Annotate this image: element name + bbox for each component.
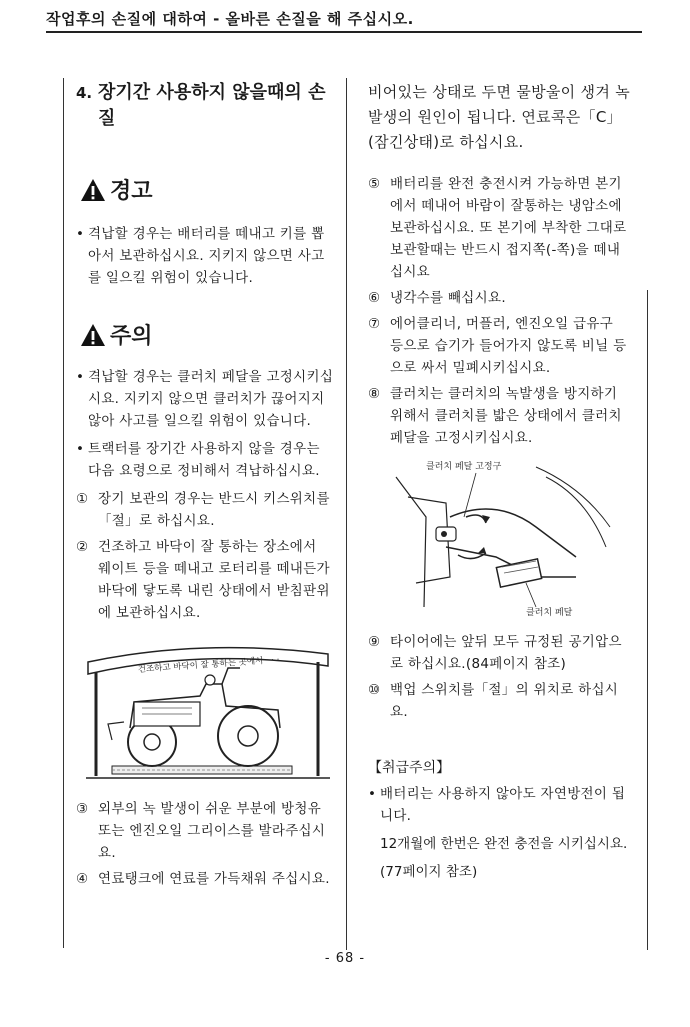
clutch-pedal-figure [386, 457, 630, 621]
page-header-title: 작업후의 손질에 대하여 - 올바른 손질을 해 주십시오. [46, 10, 414, 28]
item-number: ⑥ [368, 290, 381, 306]
list-item [368, 679, 630, 723]
left-margin-rule [63, 78, 64, 948]
list-item [76, 798, 334, 864]
item-number: ② [76, 539, 89, 555]
handling-caution-line-3: (77페이지 참조) [380, 864, 478, 880]
item-number: ⑨ [368, 634, 381, 650]
tractor-shed-illustration [82, 632, 334, 784]
caution-label: 주의 [110, 324, 153, 349]
section-number: 4. [76, 84, 93, 102]
list-item [76, 536, 334, 624]
caution-bullet-1: • 격납할 경우는 클러치 페달을 고정시키십시요. 지키지 않으면 클러치가 끊어지지 않아 사고를 일으킬 위험이 있습니다. [76, 366, 334, 432]
item-number: ③ [76, 801, 89, 817]
list-item [368, 287, 630, 309]
caution-bullet-2: • 트랙터를 장기간 사용하지 않을 경우는 다음 요령으로 정비해서 격납하십시요. [76, 438, 334, 482]
item-text: 냉각수를 빼십시요. [390, 290, 506, 306]
warning-triangle-icon [80, 178, 106, 202]
handling-caution-title: 【취급주의】 [368, 760, 451, 776]
tractor-storage-figure [82, 632, 334, 788]
item-text: 건조하고 바닥이 잘 통하는 장소에서 웨이트 등을 떼내고 로터리를 떼내든가 바닥에 닿도록 내린 상태에서 받침판위에 보관하십시요. [98, 539, 330, 621]
item-number: ⑦ [368, 316, 381, 332]
list-item [368, 383, 630, 449]
section-title [76, 80, 334, 132]
left-column [76, 80, 334, 894]
item-text: 연료탱크에 연료를 가득채워 주십시요. [98, 871, 330, 887]
caution-heading [80, 319, 334, 350]
handling-caution-line-2: 12개월에 한번은 완전 충전을 시키십시요. [380, 836, 628, 852]
item-number: ① [76, 491, 89, 507]
column-divider [346, 78, 347, 950]
list-item [368, 313, 630, 379]
warning-heading [80, 174, 334, 205]
item-number: ⑧ [368, 386, 381, 402]
item-text: 백업 스위치를「절」의 위치로 하십시요. [390, 682, 619, 720]
list-item [368, 631, 630, 675]
item-text: 외부의 녹 발생이 쉬운 부분에 방청유 또는 엔진오일 그리이스를 발라주십시요. [98, 801, 326, 861]
item-text: 장기 보관의 경우는 반드시 키스위치를「절」로 하십시요. [98, 491, 330, 529]
intro-paragraph: 비어있는 상태로 두면 물방울이 생겨 녹발생의 원인이 됩니다. 연료콕은「C」(잠긴상태)로 하십시요. [368, 83, 630, 151]
item-text: 타이어에는 앞뒤 모두 규정된 공기압으로 하십시요.(84페이지 참조) [390, 634, 622, 672]
clutch-pedal-label: 클러치 페달 [526, 608, 573, 617]
item-number: ④ [76, 871, 89, 887]
clutch-lock-label: 클러치 페달 고정구 [426, 462, 502, 472]
list-item [76, 868, 334, 890]
clutch-pedal-illustration [386, 457, 616, 617]
item-text: 배터리를 완전 충전시켜 가능하면 본기에서 떼내어 바람이 잘통하는 냉암소에 보관하십시요. 또 본기에 부착한 그대로 보관할때는 반드시 접지쪽(-쪽)을 떼내십시요 [390, 176, 627, 280]
item-text: 에어클리너, 머플러, 엔진오일 급유구 등으로 습기가 들어가지 않도록 비닐 등으로 싸서 밀폐시키십시요. [390, 316, 627, 376]
item-number: ⑩ [368, 682, 381, 698]
list-item [76, 488, 334, 532]
warning-label: 경고 [110, 179, 153, 204]
list-item [368, 173, 630, 283]
warning-text: • 격납할 경우는 배터리를 떼내고 키를 뽑아서 보관하십시요. 지키지 않으면 사고를 일으킬 위험이 있습니다. [76, 223, 334, 289]
item-number: ⑤ [368, 176, 381, 192]
right-margin-rule [647, 290, 648, 950]
header-rule [46, 31, 642, 33]
section-title-text: 장기간 사용하지 않을때의 손질 [98, 82, 326, 129]
right-column [368, 80, 630, 889]
caution-triangle-icon [80, 323, 106, 347]
item-text: 클러치는 클러치의 녹발생을 방지하기 위해서 클러치를 밟은 상태에서 클러치 페달을 고정시키십시요. [390, 386, 622, 446]
handling-caution-bullet: • 배터리는 사용하지 않아도 자연방전이 됩니다. [368, 783, 630, 827]
figure-caption: 건조하고 바닥이 잘 통하는 곳에서 · · · [137, 655, 280, 675]
page-number: - 68 - [324, 951, 366, 966]
